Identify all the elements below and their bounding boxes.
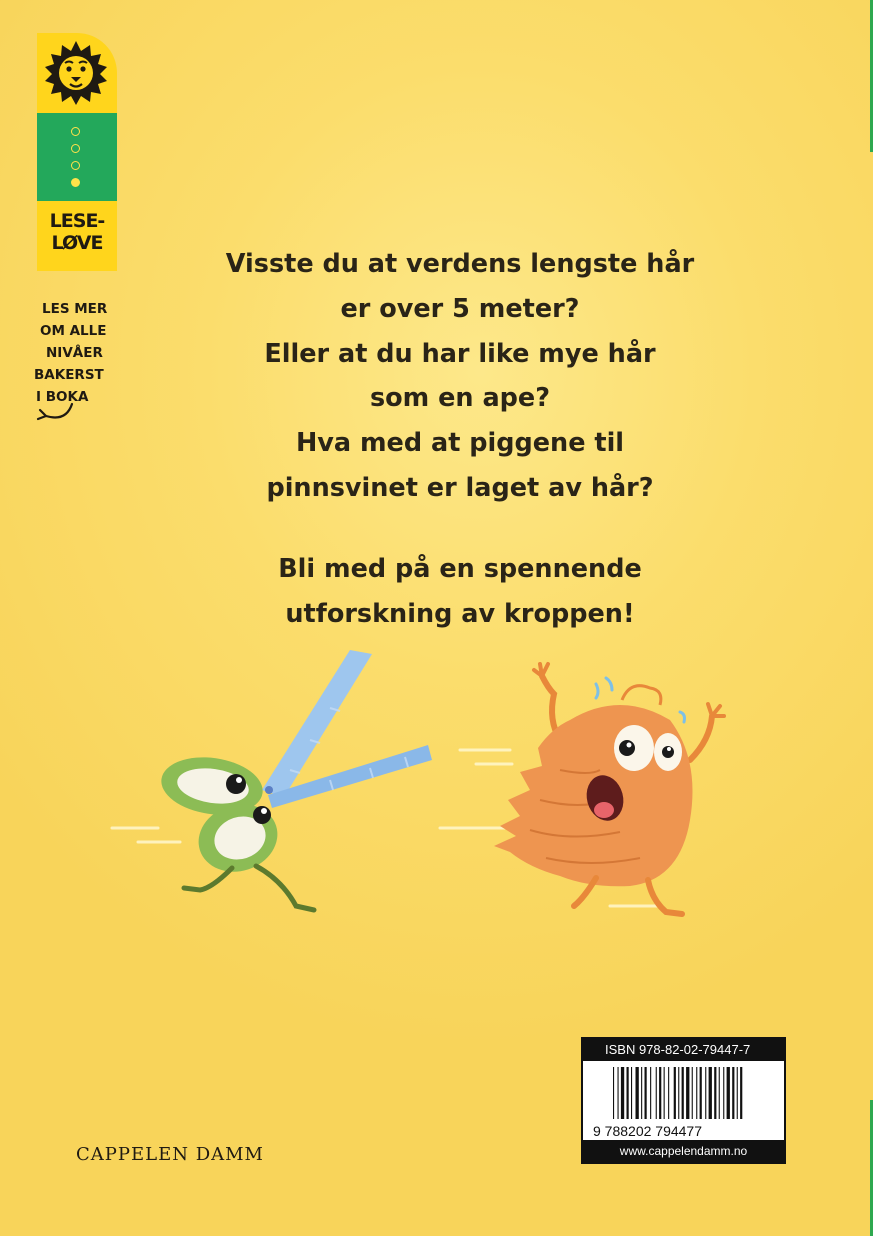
barcode-bar [641, 1067, 642, 1119]
website-label: www.cappelendamm.no [583, 1140, 784, 1162]
barcode-bar [682, 1067, 684, 1119]
barcode-digits: 9 788202 794477 [593, 1123, 702, 1139]
barcode-bar [714, 1067, 716, 1119]
barcode-bar [627, 1067, 629, 1119]
barcode-bar [723, 1067, 724, 1119]
barcode-bar [664, 1067, 665, 1119]
blurb-line: pinnsvinet er laget av hår? [266, 472, 654, 503]
barcode-bar [618, 1067, 619, 1119]
barcode-bar [732, 1067, 734, 1119]
barcode-bar [650, 1067, 651, 1119]
hair-character-icon [494, 664, 724, 914]
blurb-line: Eller at du har like mye hår [264, 338, 656, 369]
blurb-line: Visste du at verdens lengste hår [225, 249, 695, 279]
barcode-bar [705, 1067, 706, 1119]
blurb-line: som en ape? [369, 383, 551, 414]
series-label-line2: LØVE [51, 232, 103, 254]
side-note-line: I BOKA [36, 389, 89, 405]
barcode-bar [692, 1067, 693, 1119]
barcode-bar [700, 1067, 702, 1119]
publisher-logo: CAPPELEN DAMM [76, 1144, 264, 1165]
isbn-label: ISBN 978-82-02-79447-7 [583, 1039, 784, 1061]
barcode-bar [740, 1067, 742, 1119]
blurb-line: Hva med at piggene til [295, 428, 625, 459]
side-note-line: LES MER [42, 301, 108, 317]
barcode-bar [668, 1067, 669, 1119]
scissors-character-icon [158, 650, 432, 910]
series-label-line1: LESE- [49, 210, 105, 232]
barcode-bar [656, 1067, 657, 1119]
barcode-bar [636, 1067, 639, 1119]
barcode-bar [678, 1067, 679, 1119]
barcode-bar [621, 1067, 624, 1119]
barcode-bar [631, 1067, 632, 1119]
barcode-bar [645, 1067, 647, 1119]
side-note-line: NIVÅER [46, 345, 103, 361]
barcode-bar [719, 1067, 720, 1119]
barcode-bar [737, 1067, 738, 1119]
blurb-line: Bli med på en spennende [278, 553, 642, 584]
barcode-bar [696, 1067, 697, 1119]
barcode-bar [674, 1067, 676, 1119]
barcode-bar [613, 1067, 614, 1119]
isbn-barcode [581, 1037, 786, 1164]
barcode-bar [659, 1067, 661, 1119]
barcode-bar [686, 1067, 689, 1119]
barcode-bar [709, 1067, 712, 1119]
blurb-line: utforskning av kroppen! [285, 598, 635, 629]
blurb-line: er over 5 meter? [340, 293, 580, 324]
side-note-line: OM ALLE [40, 323, 107, 339]
barcode-bar [727, 1067, 730, 1119]
side-note-line: BAKERST [34, 367, 104, 383]
